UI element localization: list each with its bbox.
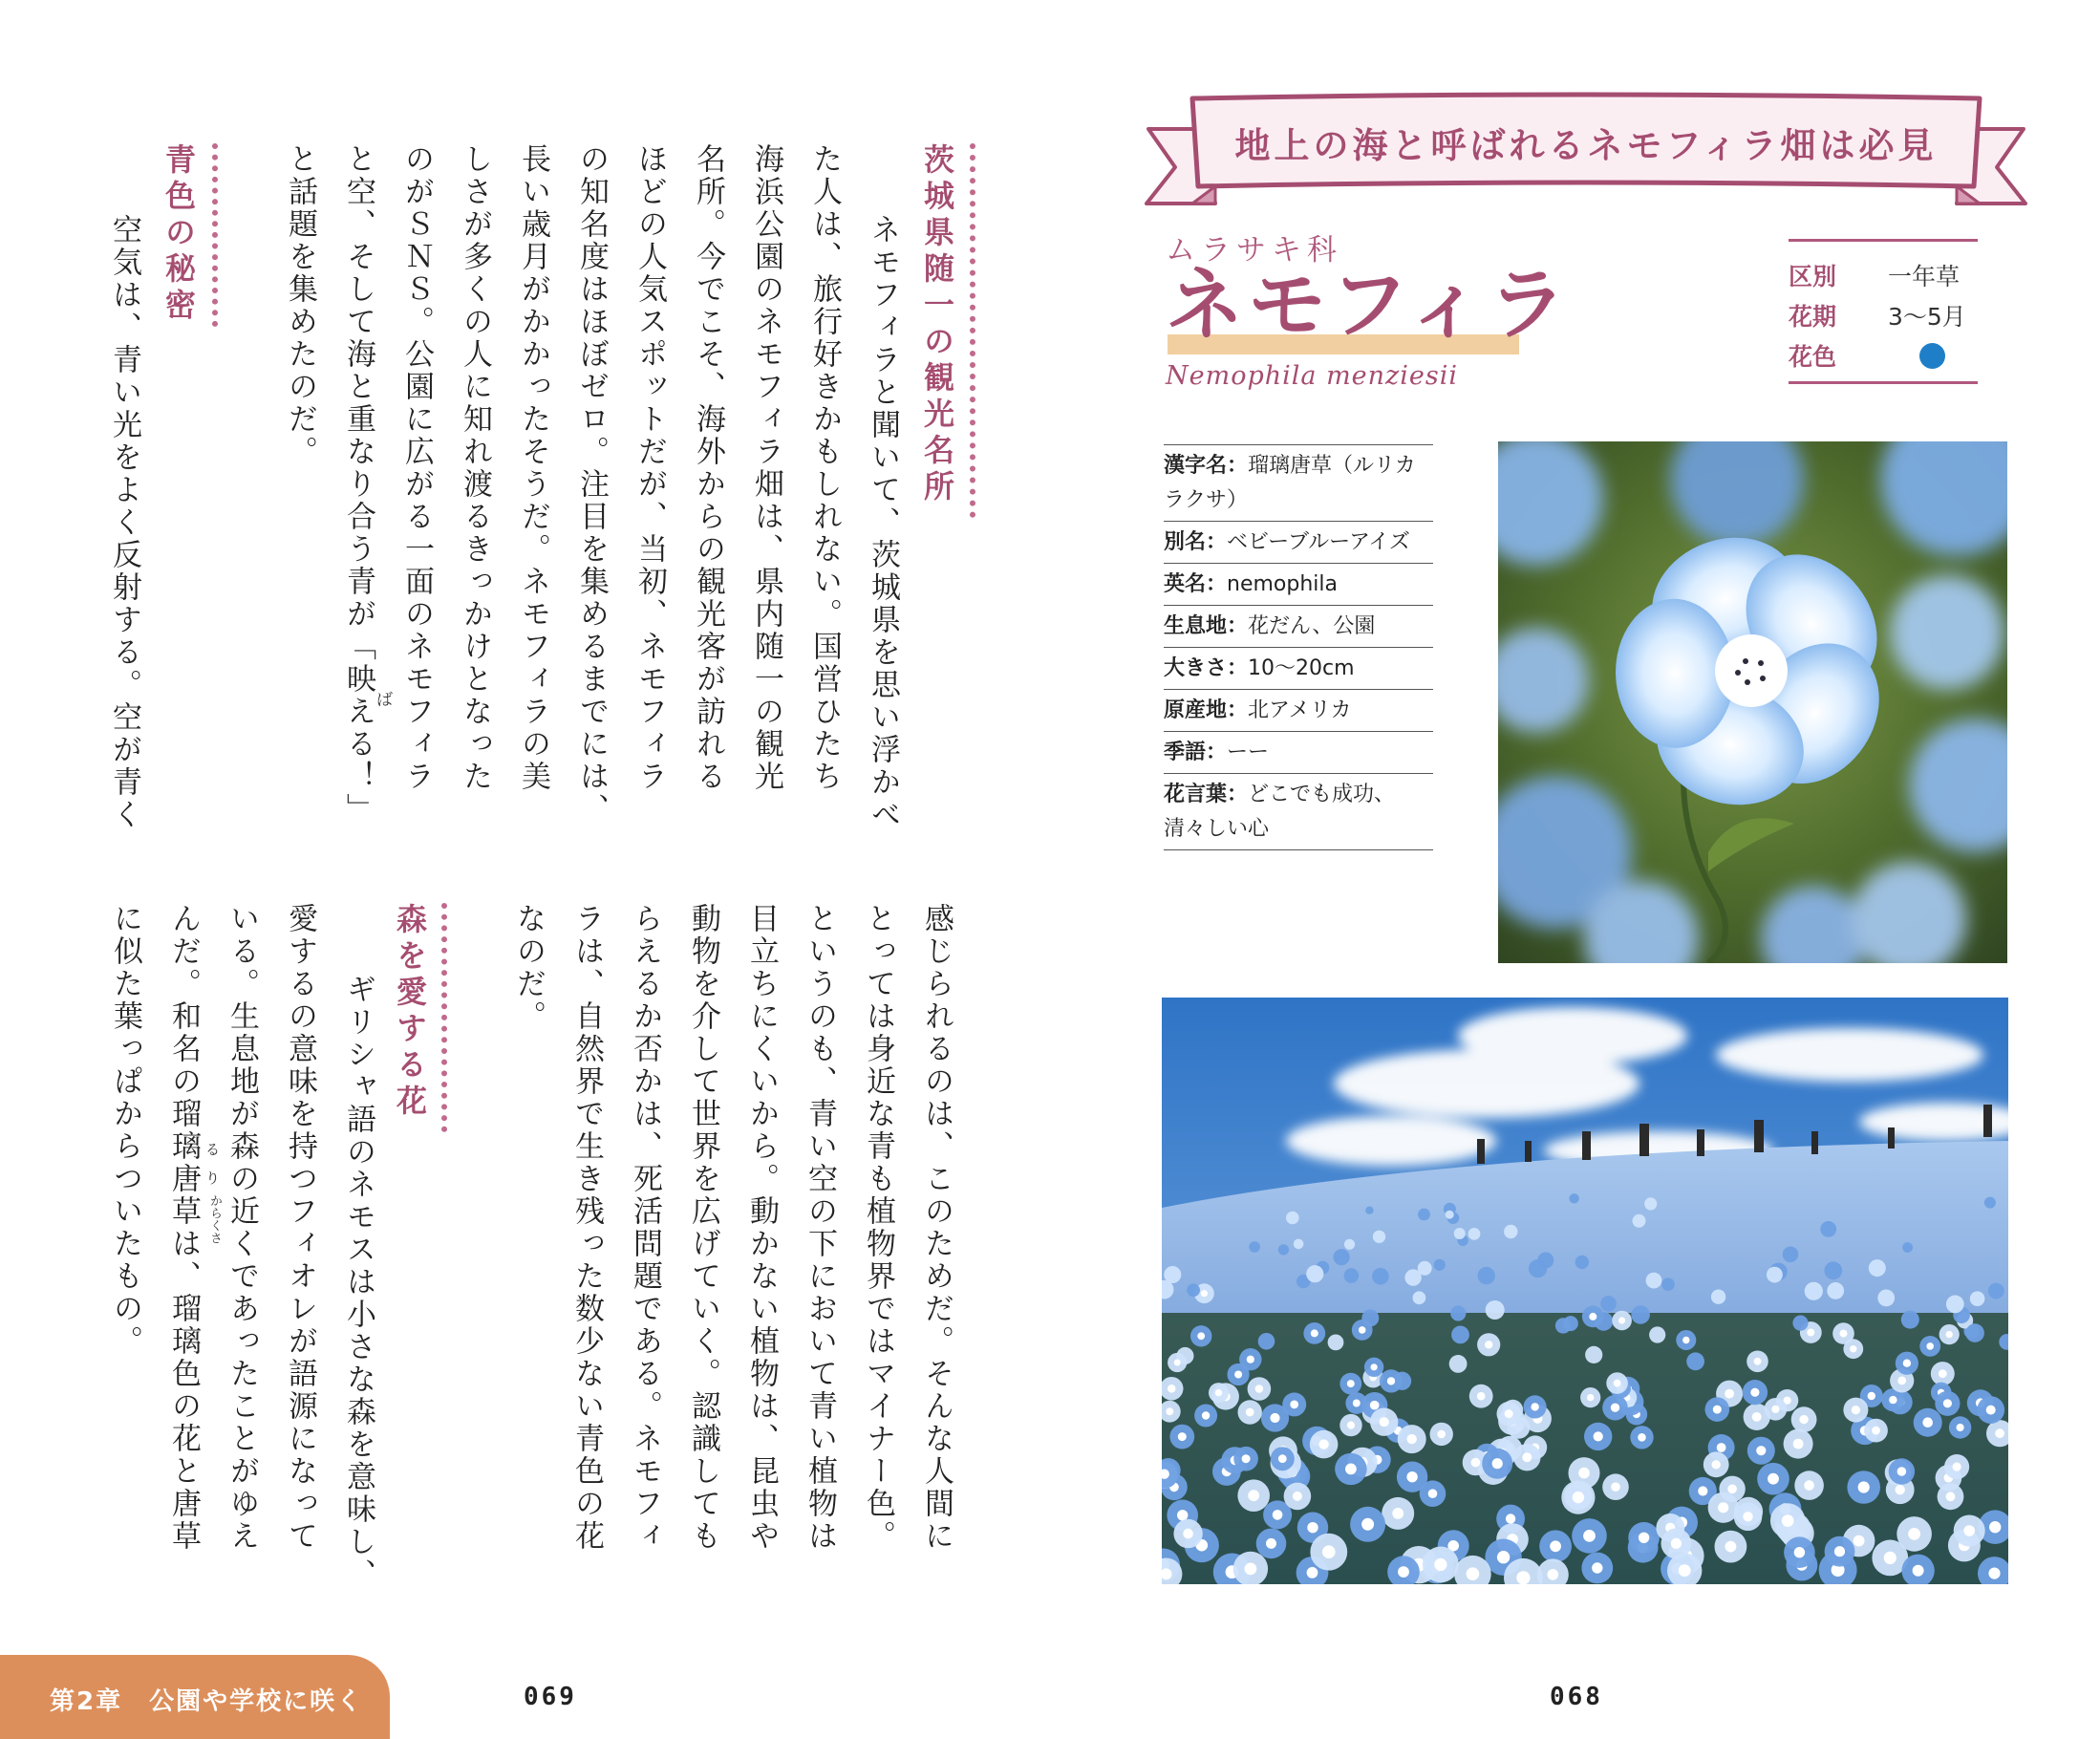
key-info	[1789, 239, 1978, 384]
field-flower-center	[1840, 1330, 1848, 1338]
field-flower-center	[1307, 1522, 1318, 1533]
section1-line-2: た人は、旅行好きかもしれない。国営ひたち	[807, 143, 842, 793]
field-flower	[1569, 1193, 1578, 1203]
detail-label: 季語：	[1164, 741, 1228, 764]
field-flower	[1258, 1333, 1275, 1350]
section2-cont-line-7: ラは、自然界で生き残った数少ない青色の花	[569, 903, 604, 1553]
field-flower-center	[1406, 1471, 1417, 1482]
field-flower	[1306, 1265, 1323, 1282]
detail-value: 花だん、公園	[1248, 614, 1376, 638]
field-flower	[1413, 1291, 1426, 1304]
field-flower-center	[1807, 1329, 1814, 1337]
field-flower-center	[1946, 1331, 1953, 1338]
field-flower	[1468, 1228, 1481, 1240]
field-flower	[1187, 1283, 1200, 1297]
field-flower	[1294, 1239, 1304, 1250]
latin-name: Nemophila menziesii	[1166, 361, 1459, 391]
field-flower-center	[1437, 1430, 1446, 1439]
section2-cont-line-3: というのも、青い空の下において青い植物は	[803, 903, 837, 1553]
section2-cont-line-2: とっては身近な青も植物界ではマイナー色。	[861, 903, 895, 1553]
section1-line-7: 長い歳月がかかったそうだ。ネモフィラの美	[516, 143, 550, 793]
field-flower-center	[1392, 1508, 1404, 1519]
field-flower	[1286, 1212, 1299, 1225]
field-flower-center	[1922, 1417, 1933, 1428]
field-flower-center	[1611, 1482, 1620, 1492]
field-flower-center	[1573, 1492, 1584, 1503]
detail-value: 瑠璃唐草（ルリカラクサ）	[1164, 454, 1416, 512]
field-flower-center	[1248, 1490, 1259, 1501]
field-flower-center	[1804, 1480, 1814, 1491]
field-flower-center	[1311, 1329, 1318, 1337]
field-flower	[1372, 1268, 1389, 1285]
field-flower-center	[1270, 1413, 1279, 1423]
season-label: 花期	[1789, 303, 1837, 331]
field-flower-center	[1589, 1313, 1596, 1320]
field-flower-center	[1989, 1521, 2001, 1533]
section3-heading: 森を愛する花	[392, 903, 428, 1121]
field-flower-center	[1717, 1443, 1726, 1452]
field-flower	[1877, 1290, 1895, 1307]
field-flower	[1434, 1259, 1446, 1271]
field-flower-center	[1516, 1571, 1530, 1584]
field-flower-center	[1897, 1467, 1907, 1476]
section1-line-9: のがＳＮＳ。公園に広がる一面のネモフィラ	[399, 143, 434, 793]
field-flower-center	[1725, 1541, 1737, 1553]
field-flower-center	[1387, 1377, 1395, 1385]
field-flower-center	[1752, 1412, 1762, 1422]
ruby-karakusa: からくさ	[207, 1194, 222, 1244]
key-info-season-row	[1789, 295, 1978, 335]
field-flower-center	[1353, 1400, 1361, 1407]
field-flower-center	[1712, 1460, 1721, 1469]
field-flower-center	[1957, 1424, 1964, 1431]
field-flower-center	[1953, 1463, 1961, 1471]
field-flower	[1344, 1239, 1355, 1250]
field-flower-center	[1477, 1392, 1486, 1401]
field-flower-center	[1290, 1401, 1298, 1409]
page-number-right: 068	[1550, 1683, 1603, 1711]
field-flower-center	[1671, 1538, 1682, 1549]
field-flower	[1767, 1267, 1783, 1283]
field-flower	[1575, 1256, 1589, 1269]
field-flower-center	[1988, 1568, 2000, 1579]
field-flower	[1902, 1242, 1913, 1253]
field-flower-center	[1497, 1551, 1510, 1563]
field-flower	[1600, 1296, 1617, 1312]
field-flower-center	[1727, 1485, 1737, 1494]
field-flower-center	[1307, 1567, 1318, 1578]
detail-value: nemophila	[1227, 572, 1338, 596]
field-flower-center	[1247, 1356, 1254, 1363]
field-flower-center	[1793, 1439, 1804, 1449]
detail-label: 別名：	[1164, 530, 1228, 554]
field-flower-center	[1166, 1407, 1173, 1415]
type-value: 一年草	[1888, 263, 1961, 290]
field-flower	[1970, 1291, 1985, 1306]
field-flower	[1365, 1207, 1373, 1214]
field-flower	[1563, 1316, 1578, 1331]
field-flower-center	[1201, 1290, 1208, 1297]
field-flower-center	[1756, 1446, 1766, 1455]
field-flower	[1805, 1282, 1823, 1300]
field-flower-center	[1492, 1458, 1503, 1469]
field-flower-center	[1799, 1415, 1808, 1424]
field-flower-center	[1713, 1406, 1722, 1414]
field-flower	[1988, 1283, 2004, 1299]
field-flower-center	[1345, 1464, 1357, 1475]
field-flower	[1478, 1267, 1495, 1284]
field-flower	[1344, 1268, 1360, 1283]
field-flower-center	[1594, 1431, 1603, 1441]
field-flower-center	[1638, 1433, 1646, 1442]
section3-heading-dots	[441, 903, 447, 1132]
detail-row-kanji	[1164, 445, 1433, 522]
field-flower	[1278, 1244, 1289, 1255]
field-flower-center	[1743, 1512, 1752, 1521]
section2-cont-line-8: なのだ。	[511, 903, 546, 1033]
season-value: 3〜5月	[1888, 303, 1966, 331]
field-flower-center	[1318, 1439, 1328, 1449]
field-flower	[1537, 1253, 1554, 1269]
field-flower-center	[1347, 1380, 1355, 1387]
section1-heading-dots	[970, 143, 975, 518]
flower-color-swatch	[1919, 343, 1945, 369]
page-number-left: 069	[524, 1683, 577, 1711]
details-table	[1164, 444, 1433, 850]
field-flower-center	[1884, 1552, 1896, 1564]
field-flower-center	[1926, 1342, 1934, 1350]
field-flower	[1649, 1326, 1665, 1342]
field-flower-center	[1434, 1558, 1446, 1571]
section2-cont-line-6: らえるか否かは、死活問題である。ネモフィ	[628, 903, 662, 1553]
field-flower-center	[1548, 1569, 1559, 1580]
nemophila-closeup-photo	[1498, 441, 2007, 963]
detail-value: 北アメリカ	[1248, 698, 1352, 722]
field-flower	[1585, 1346, 1602, 1363]
field-flower-center	[1718, 1502, 1728, 1513]
field-flower	[1646, 1273, 1662, 1289]
field-flower-center	[1359, 1326, 1366, 1334]
field-flower	[1824, 1261, 1842, 1279]
section1-line-1: ネモフィラと聞いて、茨城県を思い浮かべ	[866, 182, 900, 831]
field-flower	[1965, 1323, 1984, 1342]
field-flower-center	[1611, 1404, 1619, 1412]
section2-heading: 青色の秘密	[161, 143, 197, 325]
field-flower	[1644, 1197, 1657, 1210]
detail-value: どこでも成功、清々しい心	[1164, 783, 1396, 841]
field-flower-center	[1361, 1518, 1374, 1531]
detail-row-seasonword	[1164, 732, 1433, 774]
field-flower-center	[1750, 1388, 1759, 1397]
section1-heading: 茨城県随一の観光名所	[919, 143, 955, 506]
field-flower	[1404, 1269, 1421, 1285]
field-flower-center	[1242, 1454, 1251, 1463]
field-flower	[1820, 1221, 1836, 1237]
field-flower-center	[1782, 1514, 1794, 1527]
field-flower-center	[1850, 1345, 1856, 1352]
detail-label: 大きさ：	[1164, 656, 1249, 680]
section1-line-4: 名所。今でこそ、海外からの観光客が訪れる	[691, 143, 725, 793]
field-flower-center	[1531, 1403, 1538, 1410]
field-flower-center	[1583, 1530, 1596, 1542]
detail-row-flowerlanguage	[1164, 774, 1433, 850]
type-label: 区別	[1789, 263, 1837, 290]
key-info-color-row	[1789, 335, 1978, 376]
field-flower	[1249, 1241, 1260, 1253]
plant-family: ムラサキ科	[1166, 233, 1342, 268]
detail-label: 漢字名：	[1164, 454, 1249, 478]
field-flower-center	[1794, 1547, 1805, 1557]
field-flower	[1631, 1305, 1650, 1324]
section3-line-4: んだ。和名の瑠璃唐草は、瑠璃色の花と唐草	[166, 903, 201, 1553]
field-flower-center	[1322, 1545, 1336, 1558]
field-flower	[1869, 1259, 1886, 1277]
section2-cont-line-5: 動物を介して世界を広げていく。認識しても	[686, 903, 720, 1553]
field-flower-center	[1903, 1360, 1911, 1367]
banner-title: 地上の海と呼ばれるネモフィラ畑は必見	[1234, 125, 1938, 166]
field-flower-center	[1197, 1332, 1205, 1340]
section1-line-8: しさが多くの人に知れ渡るきっかけとなった	[458, 143, 492, 793]
field-flower	[1454, 1228, 1466, 1239]
detail-row-habitat	[1164, 606, 1433, 648]
field-flower-center	[1768, 1473, 1779, 1485]
field-flower-center	[1370, 1401, 1380, 1410]
field-flower-center	[1725, 1389, 1734, 1399]
field-flower	[1164, 1266, 1181, 1283]
field-flower-center	[1946, 1492, 1956, 1501]
field-flower	[1633, 1214, 1646, 1228]
section3-line-3: いる。生息地が森の近くであったことがゆえ	[225, 903, 259, 1553]
field-flower	[1328, 1335, 1344, 1351]
field-flower	[1946, 1296, 1964, 1314]
field-flower-center	[1639, 1533, 1649, 1543]
field-flower-center	[1698, 1486, 1707, 1495]
field-flower-center	[1467, 1567, 1480, 1580]
section2-cont-line-1: 感じられるのは、このためだ。そんな人間に	[919, 903, 954, 1553]
field-flower-center	[1896, 1485, 1905, 1494]
field-flower-center	[1505, 1409, 1513, 1418]
section1-line-11: と話題を集めたのだ。	[283, 143, 317, 468]
field-flower-center	[1178, 1432, 1187, 1441]
field-flower-center	[1995, 1428, 2004, 1438]
field-flower-center	[1771, 1406, 1779, 1413]
field-flower-center	[1578, 1468, 1590, 1479]
field-flower-center	[1854, 1535, 1865, 1547]
field-flower-center	[1550, 1540, 1561, 1552]
field-flower-center	[1215, 1389, 1222, 1396]
field-flower-center	[1428, 1489, 1438, 1498]
field-flower	[1901, 1311, 1919, 1329]
field-flower-center	[1754, 1358, 1762, 1365]
field-flower	[1661, 1277, 1675, 1291]
chapter-label: 第2章 公園や学校に咲く	[50, 1687, 364, 1716]
field-flower-center	[1278, 1454, 1287, 1463]
detail-label: 英名：	[1164, 572, 1228, 596]
color-label: 花色	[1789, 343, 1837, 371]
field-flower	[1686, 1352, 1704, 1370]
field-flower	[1449, 1355, 1468, 1373]
field-flower	[1504, 1225, 1517, 1238]
field-flower	[1827, 1282, 1844, 1299]
field-flower-center	[1380, 1417, 1389, 1427]
detail-value: 10〜20cm	[1248, 656, 1355, 680]
field-flower-center	[1834, 1546, 1845, 1557]
field-flower	[1451, 1326, 1469, 1344]
field-flower-center	[1587, 1394, 1594, 1401]
key-info-type-row	[1789, 255, 1978, 295]
field-flower-center	[1614, 1380, 1621, 1387]
field-flower-center	[1234, 1371, 1242, 1379]
field-flower-center	[1174, 1360, 1181, 1366]
field-flower-center	[1852, 1406, 1860, 1414]
section1-line-3: 海浜公園のネモフィラ畑は、県内随一の観光	[749, 143, 783, 793]
field-flower-center	[1407, 1434, 1417, 1444]
field-flower-center	[1177, 1510, 1188, 1520]
detail-value: ーー	[1227, 741, 1270, 764]
field-flower	[1486, 1300, 1505, 1320]
field-flower-center	[1592, 1562, 1602, 1573]
field-flower-center	[1183, 1529, 1193, 1539]
field-flower-center	[1471, 1458, 1481, 1468]
field-flower	[1711, 1290, 1725, 1304]
field-flower-center	[1682, 1337, 1689, 1343]
field-flower-center	[1255, 1385, 1264, 1393]
field-flower-center	[1986, 1406, 1996, 1415]
field-flower-center	[1963, 1525, 1975, 1536]
field-flower	[1450, 1305, 1466, 1320]
detail-row-origin	[1164, 690, 1433, 732]
field-flower-center	[1908, 1528, 1920, 1540]
field-flower-center	[1266, 1538, 1276, 1549]
section1-line-5: ほどの人気スポットだが、当初、ネモフィラ	[632, 143, 667, 793]
field-flower-center	[1872, 1427, 1880, 1435]
field-flower-center	[1371, 1363, 1378, 1370]
field-flower	[1361, 1309, 1379, 1326]
field-flower	[1446, 1211, 1454, 1219]
field-flower-center	[1939, 1369, 1947, 1378]
nemophila-field-photo	[1162, 998, 2008, 1584]
section2-heading-dots	[212, 143, 218, 327]
field-flower-center	[1943, 1399, 1952, 1407]
detail-label: 花言葉：	[1164, 783, 1249, 806]
field-flower-center	[1245, 1563, 1257, 1576]
ruby-ri: り	[205, 1170, 221, 1187]
field-flower	[1984, 1197, 1996, 1209]
field-flower-center	[1506, 1514, 1515, 1523]
section1-line-6: の知名度はほぼゼロ。注目を集めるまでには、	[574, 143, 609, 826]
plant-title: ネモフィラ	[1166, 260, 1571, 351]
field-flower-center	[1522, 1452, 1532, 1462]
field-flower-center	[1168, 1385, 1176, 1393]
section3-line-2: 愛するの意味を持つフィオレが語源になって	[283, 903, 317, 1553]
field-flower-center	[1246, 1408, 1254, 1417]
field-flower-center	[1889, 1396, 1896, 1404]
section1-line-10: と空、そして海と重なり合う青が「映える！」	[341, 143, 375, 826]
field-flower	[1373, 1231, 1385, 1243]
detail-row-size	[1164, 648, 1433, 690]
ruby-ba: ば	[376, 691, 393, 710]
field-flower-center	[1202, 1411, 1210, 1419]
field-flower	[1792, 1316, 1808, 1331]
field-flower-center	[1273, 1510, 1283, 1520]
detail-row-english	[1164, 564, 1433, 606]
field-flower-center	[1913, 1565, 1924, 1577]
ruby-ru: る	[205, 1141, 221, 1158]
field-flower-center	[1868, 1392, 1875, 1400]
field-flower-center	[1347, 1422, 1355, 1429]
field-flower-center	[1679, 1564, 1691, 1577]
field-flower	[1418, 1209, 1430, 1221]
section3-line-1: ギリシャ語のネモスは小さな森を意味し、	[341, 941, 375, 1591]
field-flower-center	[1485, 1341, 1492, 1348]
field-flower-center	[1618, 1317, 1625, 1323]
field-flower-center	[1858, 1481, 1870, 1492]
detail-label: 生息地：	[1164, 614, 1249, 638]
field-flower	[1783, 1247, 1799, 1263]
field-flower-center	[1293, 1492, 1302, 1501]
field-flower-center	[1398, 1566, 1409, 1578]
field-flower-center	[1897, 1377, 1906, 1385]
section2-cont-line-4: 目立ちにくいから。動かない植物は、昆虫や	[744, 903, 779, 1553]
field-flower	[1334, 1249, 1350, 1265]
detail-value: ベビーブルーアイズ	[1227, 530, 1410, 554]
detail-row-alias	[1164, 522, 1433, 564]
section2-line-1: 空気は、青い光をよく反射する。空が青く	[107, 182, 141, 831]
detail-label: 原産地：	[1164, 698, 1249, 722]
section3-line-5: に似た葉っぱからついたもの。	[108, 903, 142, 1358]
